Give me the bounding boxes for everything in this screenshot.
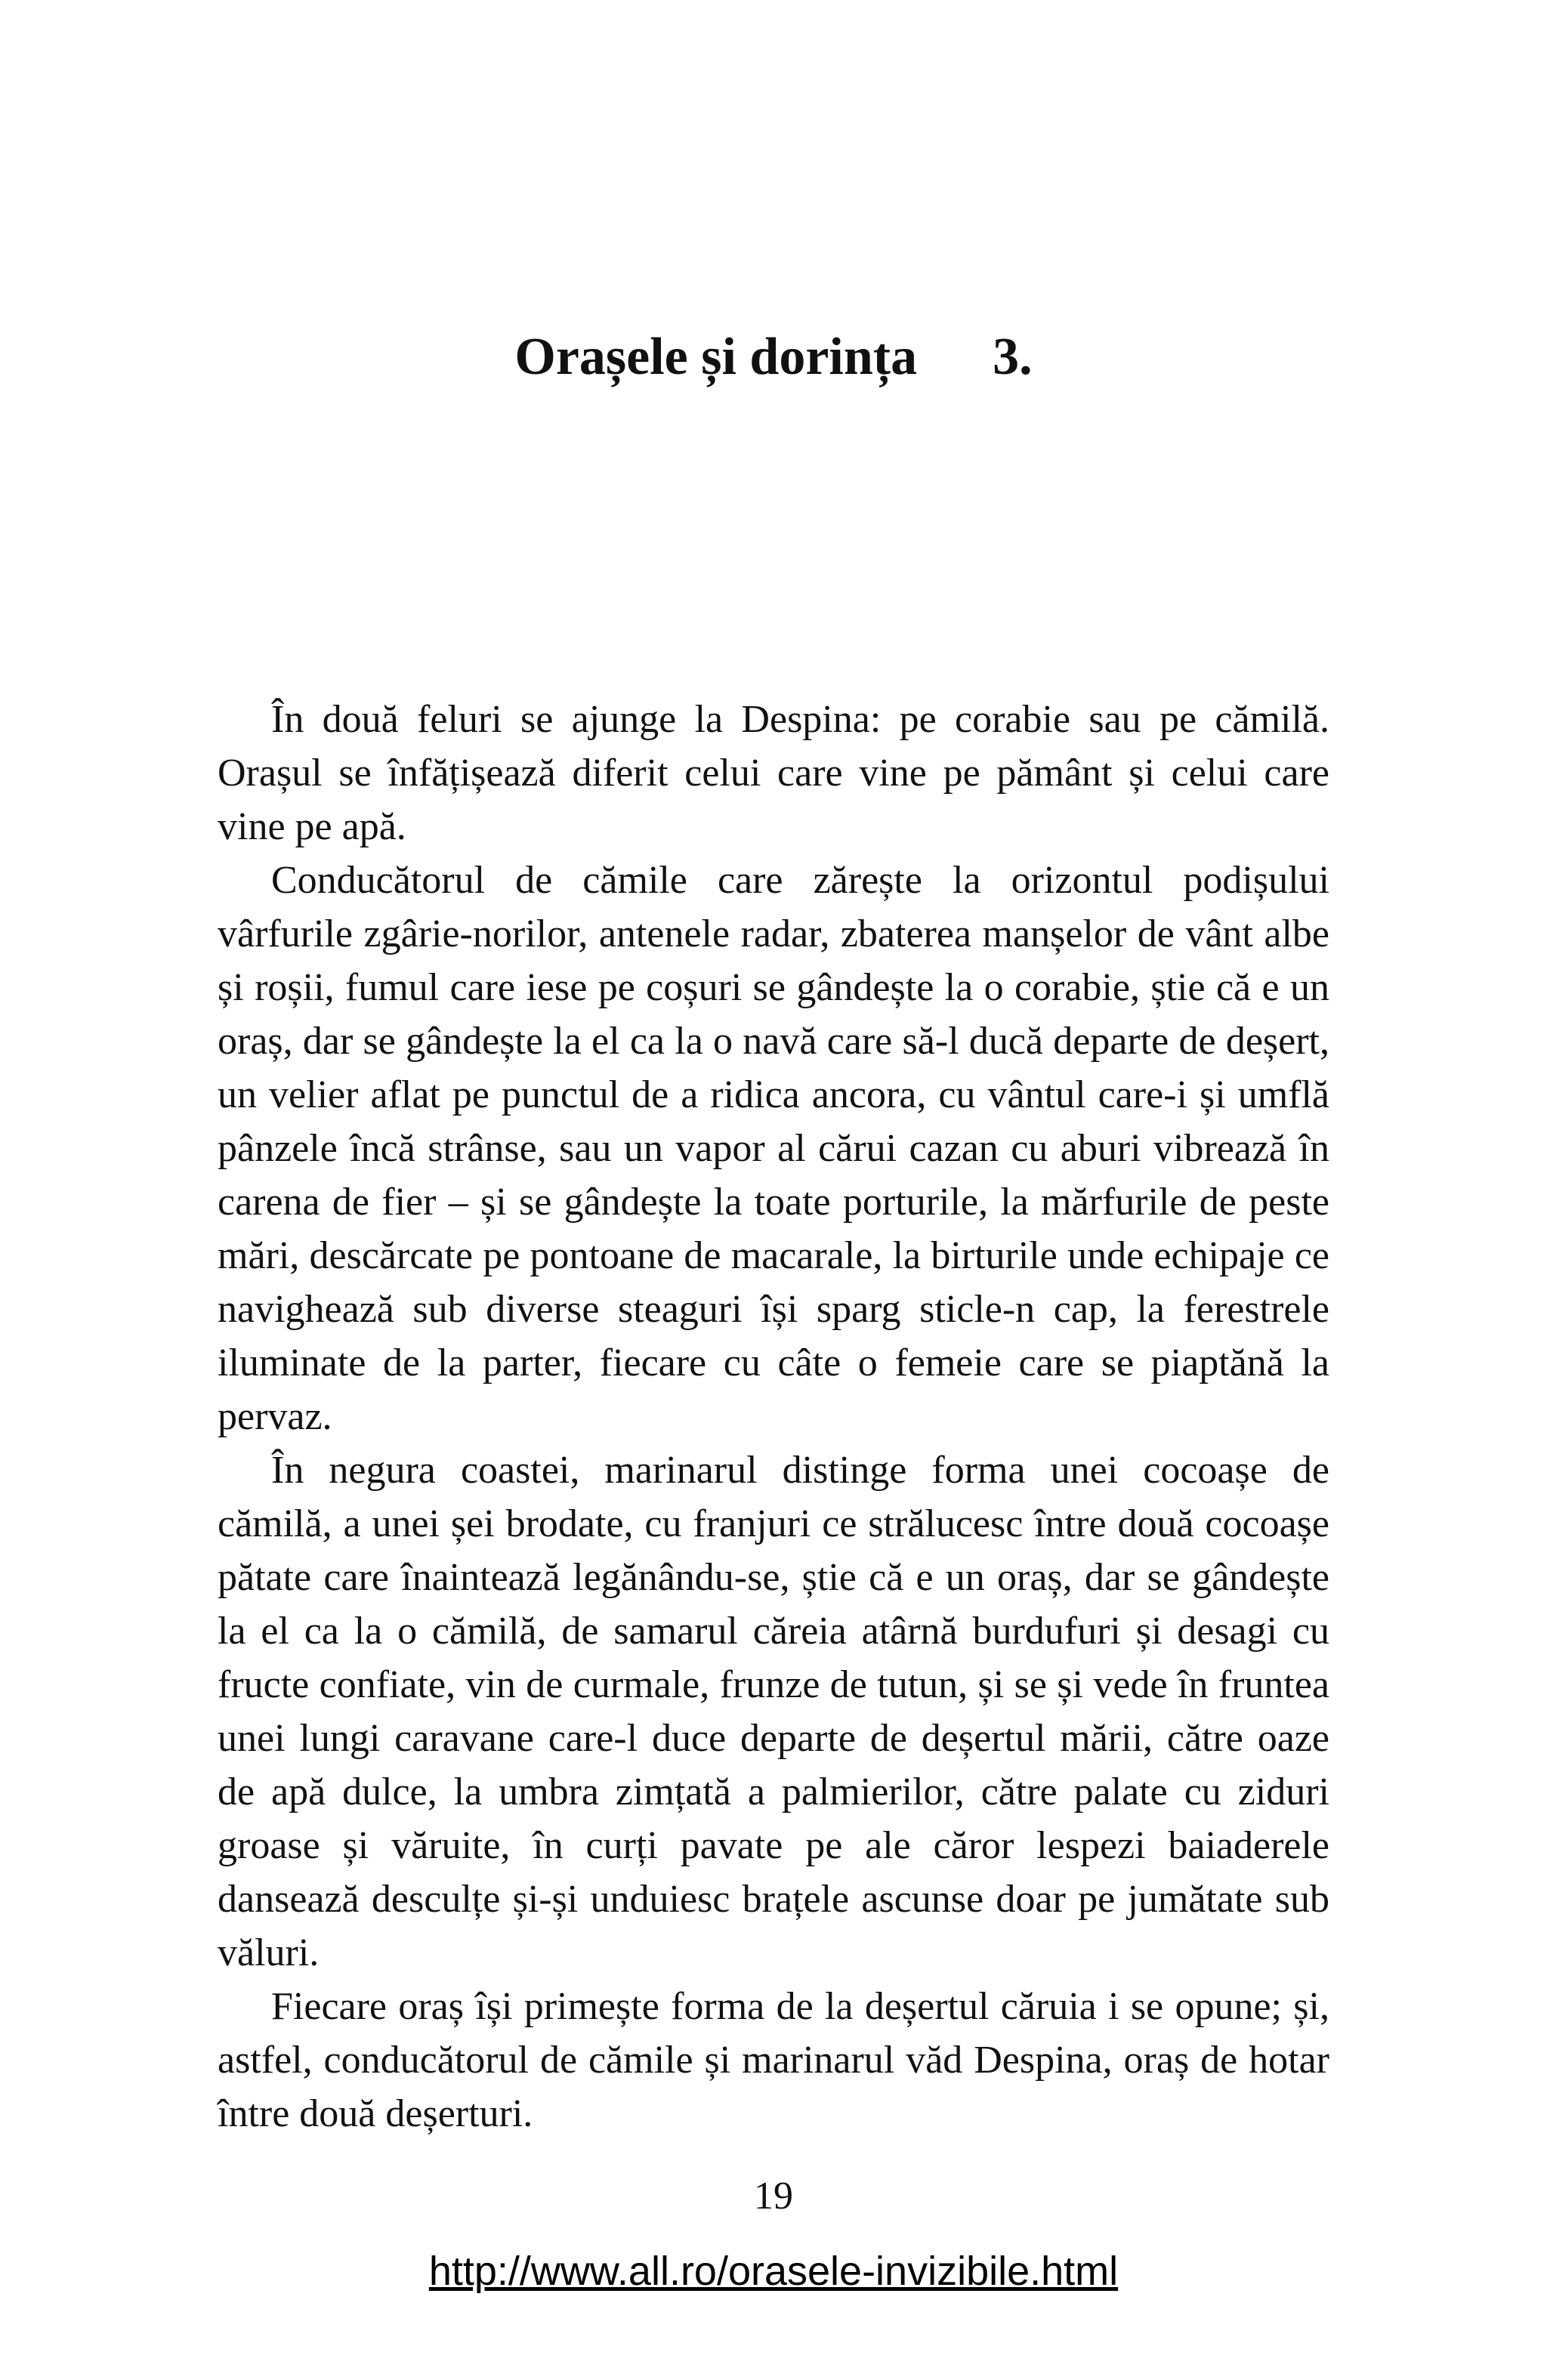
- paragraph-1: În două feluri se ajunge la Despina: pe corabie sau pe cămilă. Orașul se înfățișează diferit celui care vine pe pământ și celui care vine pe apă.: [218, 698, 1329, 848]
- chapter-number: 3.: [993, 328, 1033, 386]
- page-number: 19: [754, 2175, 793, 2218]
- source-link[interactable]: http://www.all.ro/orasele-invizibile.html: [428, 2249, 1119, 2294]
- chapter-heading: [0, 328, 1547, 386]
- chapter-body: [218, 693, 1329, 2141]
- paragraph-3: În negura coastei, marinarul distinge forma unei cocoașe de cămilă, a unei șei brodate, cu franjuri ce strălucesc între două cocoașe pătate care înaintează legănându-se, știe că e un oraș, dar se gândește la el ca la o cămilă, de samarul căreia atârnă burdufuri și desagi cu fructe confiate, vin de curmale, frunze de tutun, și se și vede în fruntea unei lungi caravane care-l duce departe de deșertul mării, către oaze de apă dulce, la umbra zimțată a palmierilor, către palate cu ziduri groase și văruite, în curți pavate pe ale căror lespezi baiaderele dansează desculțe și-și unduiesc brațele ascunse doar pe jumătate sub văluri.: [218, 1449, 1329, 1974]
- paragraph-4: Fiecare oraș își primește forma de la deșertul căruia i se opune; și, astfel, conducătorul de cămile și marinarul văd Despina, oraș de hotar între două deșerturi.: [218, 1985, 1329, 2135]
- paragraph-2: Conducătorul de cămile care zărește la orizontul podișului vârfurile zgârie-norilor, antenele radar, zbaterea manșelor de vânt albe și roșii, fumul care iese pe coșuri se gândește la o corabie, știe că e un oraș, dar se gândește la el ca la o navă care să-l ducă departe de deșert, un velier aflat pe punctul de a ridica ancora, cu vântul care-i și umflă pânzele încă strânse, sau un vapor al cărui cazan cu aburi vibrează în carena de fier – și se gândește la toate porturile, la mărfurile de peste mări, descărcate pe pontoane de macarale, la birturile unde echipaje ce navighează sub diverse steaguri își sparg sticle-n cap, la ferestrele iluminate de la parter, fiecare cu câte o femeie care se piaptănă la pervaz.: [218, 859, 1329, 1438]
- chapter-title: Orașele și dorința: [514, 328, 918, 386]
